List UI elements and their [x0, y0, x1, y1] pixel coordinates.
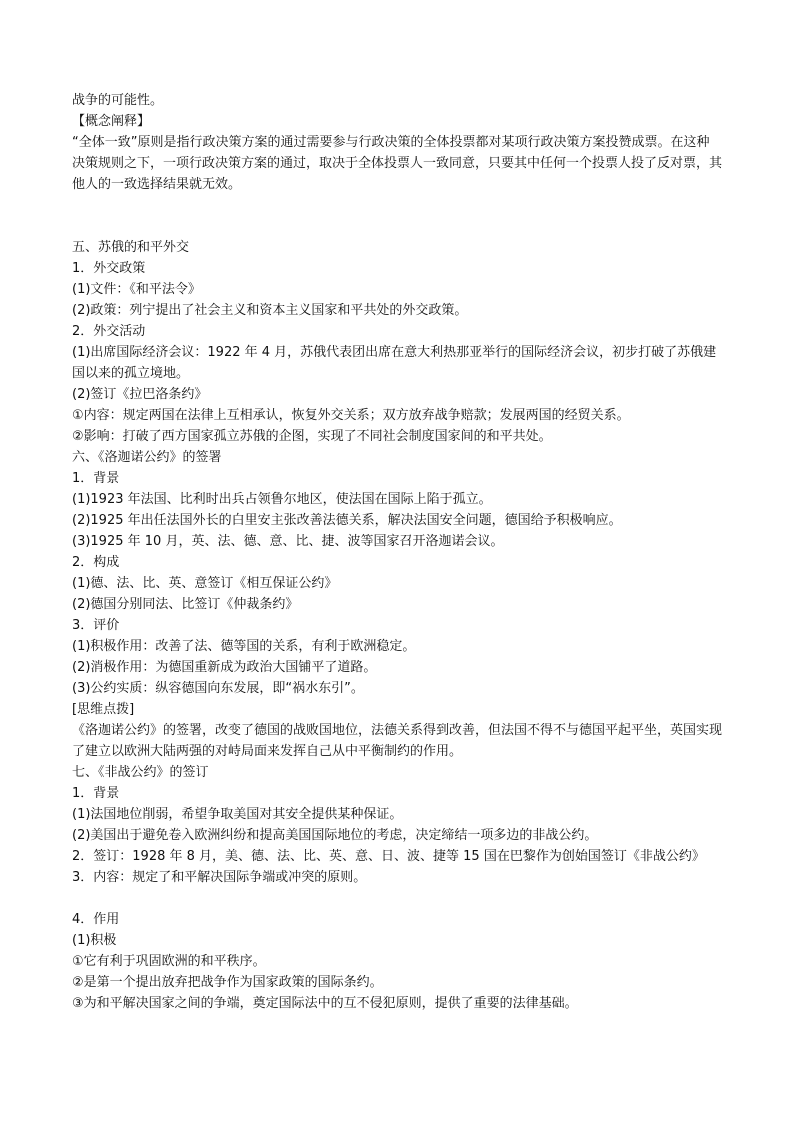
- text-line: (3)1925 年 10 月，英、法、德、意、比、捷、波等国家召开洛迦诺会议。: [72, 534, 504, 549]
- text-line: (2)德国分别同法、比签订《仲裁条约》: [72, 597, 299, 612]
- subheading: 4．作用: [72, 912, 120, 927]
- subheading: 2．外交活动: [72, 324, 146, 339]
- document-page: [72, 90, 722, 1014]
- subheading: 1．外交政策: [72, 261, 146, 276]
- text-line: (1)积极: [72, 933, 117, 948]
- subheading: 2．构成: [72, 555, 120, 570]
- paragraph: 《洛迦诺公约》的签署，改变了德国的战败国地位，法德关系得到改善，但法国不得不与德国平起平坐，英国实现了建立以欧洲大陆两强的对峙局面来发挥自己从中平衡制约的作用。: [72, 723, 723, 759]
- text-line: (1)法国地位削弱，希望争取美国对其安全提供某种保证。: [72, 807, 403, 822]
- section-heading: 七、《非战公约》的签订: [72, 765, 209, 780]
- section-label: 【概念阐释】: [72, 114, 151, 129]
- text-line: ①它有利于巩固欧洲的和平秩序。: [72, 954, 266, 969]
- section-label: [思维点拨]: [72, 702, 135, 717]
- text-line: 战争的可能性。: [72, 93, 164, 108]
- text-line: ③为和平解决国家之间的争端，奠定国际法中的互不侵犯原则，提供了重要的法律基础。: [72, 996, 578, 1011]
- paragraph: “全体一致”原则是指行政决策方案的通过需要参与行政决策的全体投票都对某项行政决策方案投赞成票。在这种决策规则之下，一项行政决策方案的通过，取决于全体投票人一致同意，只要其中任何一个投票人投了反对票，其他人的一致选择结果就无效。: [72, 135, 723, 192]
- text-line: (2)消极作用：为德国重新成为政治大国铺平了道路。: [72, 660, 377, 675]
- paragraph: (1)出席国际经济会议：1922 年 4 月，苏俄代表团出席在意大利热那亚举行的国际经济会议，初步打破了苏俄建国以来的孤立境地。: [72, 345, 717, 381]
- text-line: (1)积极作用：改善了法、德等国的关系，有利于欧洲稳定。: [72, 639, 416, 654]
- section-heading: 六、《洛迦诺公约》的签署: [72, 450, 222, 465]
- text-line: (3)公约实质：纵容德国向东发展，即“祸水东引”。: [72, 681, 364, 696]
- text-line: (2)1925 年出任法国外长的白里安主张改善法德关系，解决法国安全问题，德国给予积极响应。: [72, 513, 622, 528]
- text-line: ①内容：规定两国在法律上互相承认，恢复外交关系；双方放弃战争赔款；发展两国的经贸关系。: [72, 408, 630, 423]
- text-line: (2)签订《拉巴洛条约》: [72, 387, 208, 402]
- subheading: 3．评价: [72, 618, 120, 633]
- paragraph: 2．签订：1928 年 8 月，美、德、法、比、英、意、日、波、捷等 15 国在巴黎作为创始国签订《非战公约》: [72, 849, 705, 864]
- text-line: (1)1923 年法国、比利时出兵占领鲁尔地区，使法国在国际上陷于孤立。: [72, 492, 492, 507]
- subheading: 1．背景: [72, 786, 120, 801]
- text-line: ②影响：打破了西方国家孤立苏俄的企图，实现了不同社会制度国家间的和平共处。: [72, 429, 552, 444]
- text-line: 3．内容：规定了和平解决国际争端或冲突的原则。: [72, 870, 367, 885]
- text-line: ②是第一个提出放弃把战争作为国家政策的国际条约。: [72, 975, 383, 990]
- spacer: [72, 195, 722, 237]
- subheading: 1．背景: [72, 471, 120, 486]
- text-line: (1)文件：《和平法令》: [72, 282, 201, 297]
- spacer: [72, 888, 722, 909]
- text-line: (2)美国出于避免卷入欧洲纠纷和提高美国国际地位的考虑，决定缔结一项多边的非战公约。: [72, 828, 598, 843]
- text-line: (1)德、法、比、英、意签订《相互保证公约》: [72, 576, 338, 591]
- section-heading: 五、苏俄的和平外交: [72, 240, 190, 255]
- text-line: (2)政策：列宁提出了社会主义和资本主义国家和平共处的外交政策。: [72, 303, 468, 318]
